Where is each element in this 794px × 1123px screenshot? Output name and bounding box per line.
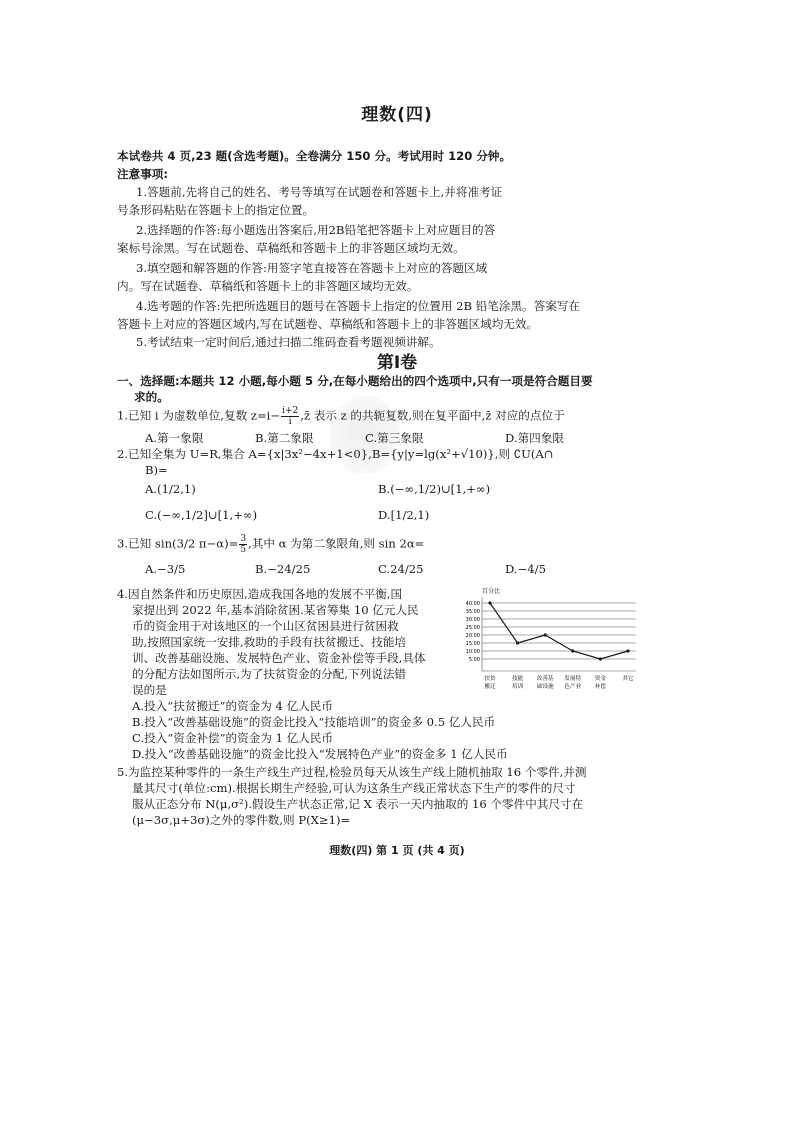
q4-line: 助,按照国家统一安排,救助的手段有扶贫搬迁、技能培 xyxy=(132,635,407,649)
question-1 xyxy=(117,406,565,427)
q3-text-b: ,其中 α 为第二象限角,则 sin 2α= xyxy=(248,536,425,551)
q1-option-c: C.第三象限 xyxy=(365,431,424,445)
q2-option-a: A.(1/2,1) xyxy=(145,482,196,496)
q3-frac-den: 5 xyxy=(240,545,247,555)
chart-xtick-label: 其它 xyxy=(622,676,634,682)
chart-xtick-label: 扶贫 xyxy=(484,676,496,682)
chart-xtick-label: 资金 xyxy=(594,676,607,682)
chart-xtick-label: 础设施 xyxy=(536,684,554,690)
q4-line: 训、改善基础设施、发展特色产业、资金补偿等手段,具体 xyxy=(132,651,426,665)
q3-option-b: B.−24/25 xyxy=(255,562,311,576)
chart-xtick-label: 补偿 xyxy=(594,684,607,690)
notice-title: 注意事项: xyxy=(117,167,169,181)
notice-line: 答题卡上对应的答题区域内,写在试题卷、草稿纸和答题卡上的非答题区域均无效。 xyxy=(117,317,539,331)
chart-data-point xyxy=(626,649,629,652)
q3-frac-num: 3 xyxy=(240,534,247,544)
chart-ytick-label: 5.00 xyxy=(468,657,480,663)
chart-ytick-label: 15.00 xyxy=(465,641,480,647)
q3-option-d: D.−4/5 xyxy=(505,562,546,576)
notice-line: 5.考试结束一定时间后,通过扫描二维码查看考题视频讲解。 xyxy=(136,335,441,349)
chart-xtick-label: 技能 xyxy=(511,676,524,682)
chart-ytick-label: 25.00 xyxy=(465,625,480,631)
chart-xtick-label: 发展特 xyxy=(564,676,582,682)
q1-option-b: B.第二象限 xyxy=(255,431,314,445)
q2-option-c: C.(−∞,1/2]∪[1,+∞) xyxy=(145,508,258,522)
page-footer: 理数(四) 第 1 页 (共 4 页) xyxy=(329,844,465,857)
chart-data-point xyxy=(544,633,547,636)
q4-line: 4.因自然条件和历史原因,造成我国各地的发展不平衡,国 xyxy=(117,587,403,601)
page-title: 理数(四) xyxy=(361,105,433,125)
chart-data-point xyxy=(488,601,491,604)
q5-line: (μ−3σ,μ+3σ)之外的零件数,则 P(X≥1)= xyxy=(132,813,351,827)
q1-option-a: A.第一象限 xyxy=(145,431,204,445)
chart-data-point xyxy=(571,649,574,652)
section-title: 第Ⅰ卷 xyxy=(376,353,418,373)
notice-line: 4.选考题的作答:先把所选题目的题号在答题卡上指定的位置用 2B 铅笔涂黑。答案写在 xyxy=(136,299,581,313)
q4-option-a: A.投入“扶贫搬迁”的资金为 4 亿人民币 xyxy=(132,699,333,713)
chart-xtick-label: 培训 xyxy=(511,684,524,690)
q4-line: 的分配方法如图所示,为了扶贫资金的分配,下列说法错 xyxy=(132,667,407,681)
part1-heading: 一、选择题:本题共 12 小题,每小题 5 分,在每小题给出的四个选项中,只有一项是符合题目要 xyxy=(117,374,593,388)
q4-line: 币的资金用于对该地区的一个山区贫困县进行贫困救 xyxy=(132,619,399,633)
q5-line: 5.为监控某种零件的一条生产线生产过程,检验员每天从该生产线上随机抽取 16 个零件,并测 xyxy=(117,765,587,779)
q3-fraction xyxy=(239,534,247,555)
chart-xtick-label: 色产业 xyxy=(564,684,582,690)
chart-data-point xyxy=(516,641,519,644)
q4-line: 误的是 xyxy=(132,683,167,697)
q3-text-a: 3.已知 sin(3/2 π−α)= xyxy=(117,536,239,551)
q2-option-b: B.(−∞,1/2)∪[1,+∞) xyxy=(378,482,491,496)
q4-line: 家提出到 2022 年,基本消除贫困.某省筹集 10 亿元人民 xyxy=(132,603,419,617)
chart-ytick-label: 40.00 xyxy=(465,601,480,607)
q3-option-a: A.−3/5 xyxy=(145,562,186,576)
q1-text-b: ,z̄ 表示 z 的共轭复数,则在复平面中,z̄ 对应的点位于 xyxy=(300,408,565,423)
chart-xtick-label: 搬迁 xyxy=(484,684,496,690)
question-2: 2.已知全集为 U=R,集合 A={x|3x²−4x+1<0},B={y|y=lg(x²+√10)},则 ∁U(A∩ xyxy=(117,447,554,461)
q3-option-c: C.24/25 xyxy=(378,562,424,576)
part1-heading-cont: 求的。 xyxy=(134,390,169,404)
notice-line: 2.选择题的作答:每小题选出答案后,用2B铅笔把答题卡上对应题目的答 xyxy=(136,223,496,237)
q1-frac-den: i xyxy=(288,417,292,427)
q1-frac-num: i+2 xyxy=(282,406,299,416)
chart-data-point xyxy=(599,657,602,660)
notice-line: 内。写在试题卷、草稿纸和答题卡上的非答题区域均无效。 xyxy=(117,279,419,293)
chart-ytick-label: 10.00 xyxy=(465,649,480,655)
chart-series-line xyxy=(490,603,628,659)
q4-line-chart xyxy=(440,585,640,695)
q1-fraction xyxy=(281,406,299,427)
notice-line: 案标号涂黑。写在试题卷、草稿纸和答题卡上的非答题区域均无效。 xyxy=(117,241,465,255)
q1-text-a: 1.已知 i 为虚数单位,复数 z=i− xyxy=(117,408,281,423)
chart-ytick-label: 35.00 xyxy=(465,609,480,615)
notice-line: 号条形码粘贴在答题卡上的指定位置。 xyxy=(117,203,315,217)
chart-xtick-label: 改善基 xyxy=(536,676,554,682)
notice-line: 3.填空题和解答题的作答:用签字笔直接答在答题卡上对应的答题区域 xyxy=(136,261,488,275)
question-3 xyxy=(117,534,424,555)
q5-line: 服从正态分布 N(μ,σ²).假设生产状态正常,记 X 表示一天内抽取的 16 个零件中其尺寸在 xyxy=(132,797,584,811)
chart-ytick-label: 20.00 xyxy=(465,633,480,639)
q4-option-d: D.投入“改善基础设施”的资金比投入“发展特色产业”的资金多 1 亿人民币 xyxy=(132,747,508,761)
q2-option-d: D.[1/2,1) xyxy=(378,508,430,522)
exam-intro: 本试卷共 4 页,23 题(含选考题)。全卷满分 150 分。考试用时 120 分钟。 xyxy=(117,149,512,163)
notice-line: 1.答题前,先将自己的姓名、考号等填写在试题卷和答题卡上,并将准考证 xyxy=(136,185,503,199)
chart-ylabel: 百分比 xyxy=(482,588,501,595)
q1-option-d: D.第四象限 xyxy=(505,431,564,445)
q4-option-c: C.投入“资金补偿”的资金为 1 亿人民币 xyxy=(132,731,334,745)
chart-ytick-label: 30.00 xyxy=(465,617,480,623)
q5-line: 量其尺寸(单位:cm).根据长期生产经验,可认为这条生产线正常状态下生产的零件的尺寸 xyxy=(132,781,576,795)
q4-option-b: B.投入“改善基础设施”的资金比投入“技能培训”的资金多 0.5 亿人民币 xyxy=(132,715,496,729)
question-2-cont: B)= xyxy=(145,463,168,477)
